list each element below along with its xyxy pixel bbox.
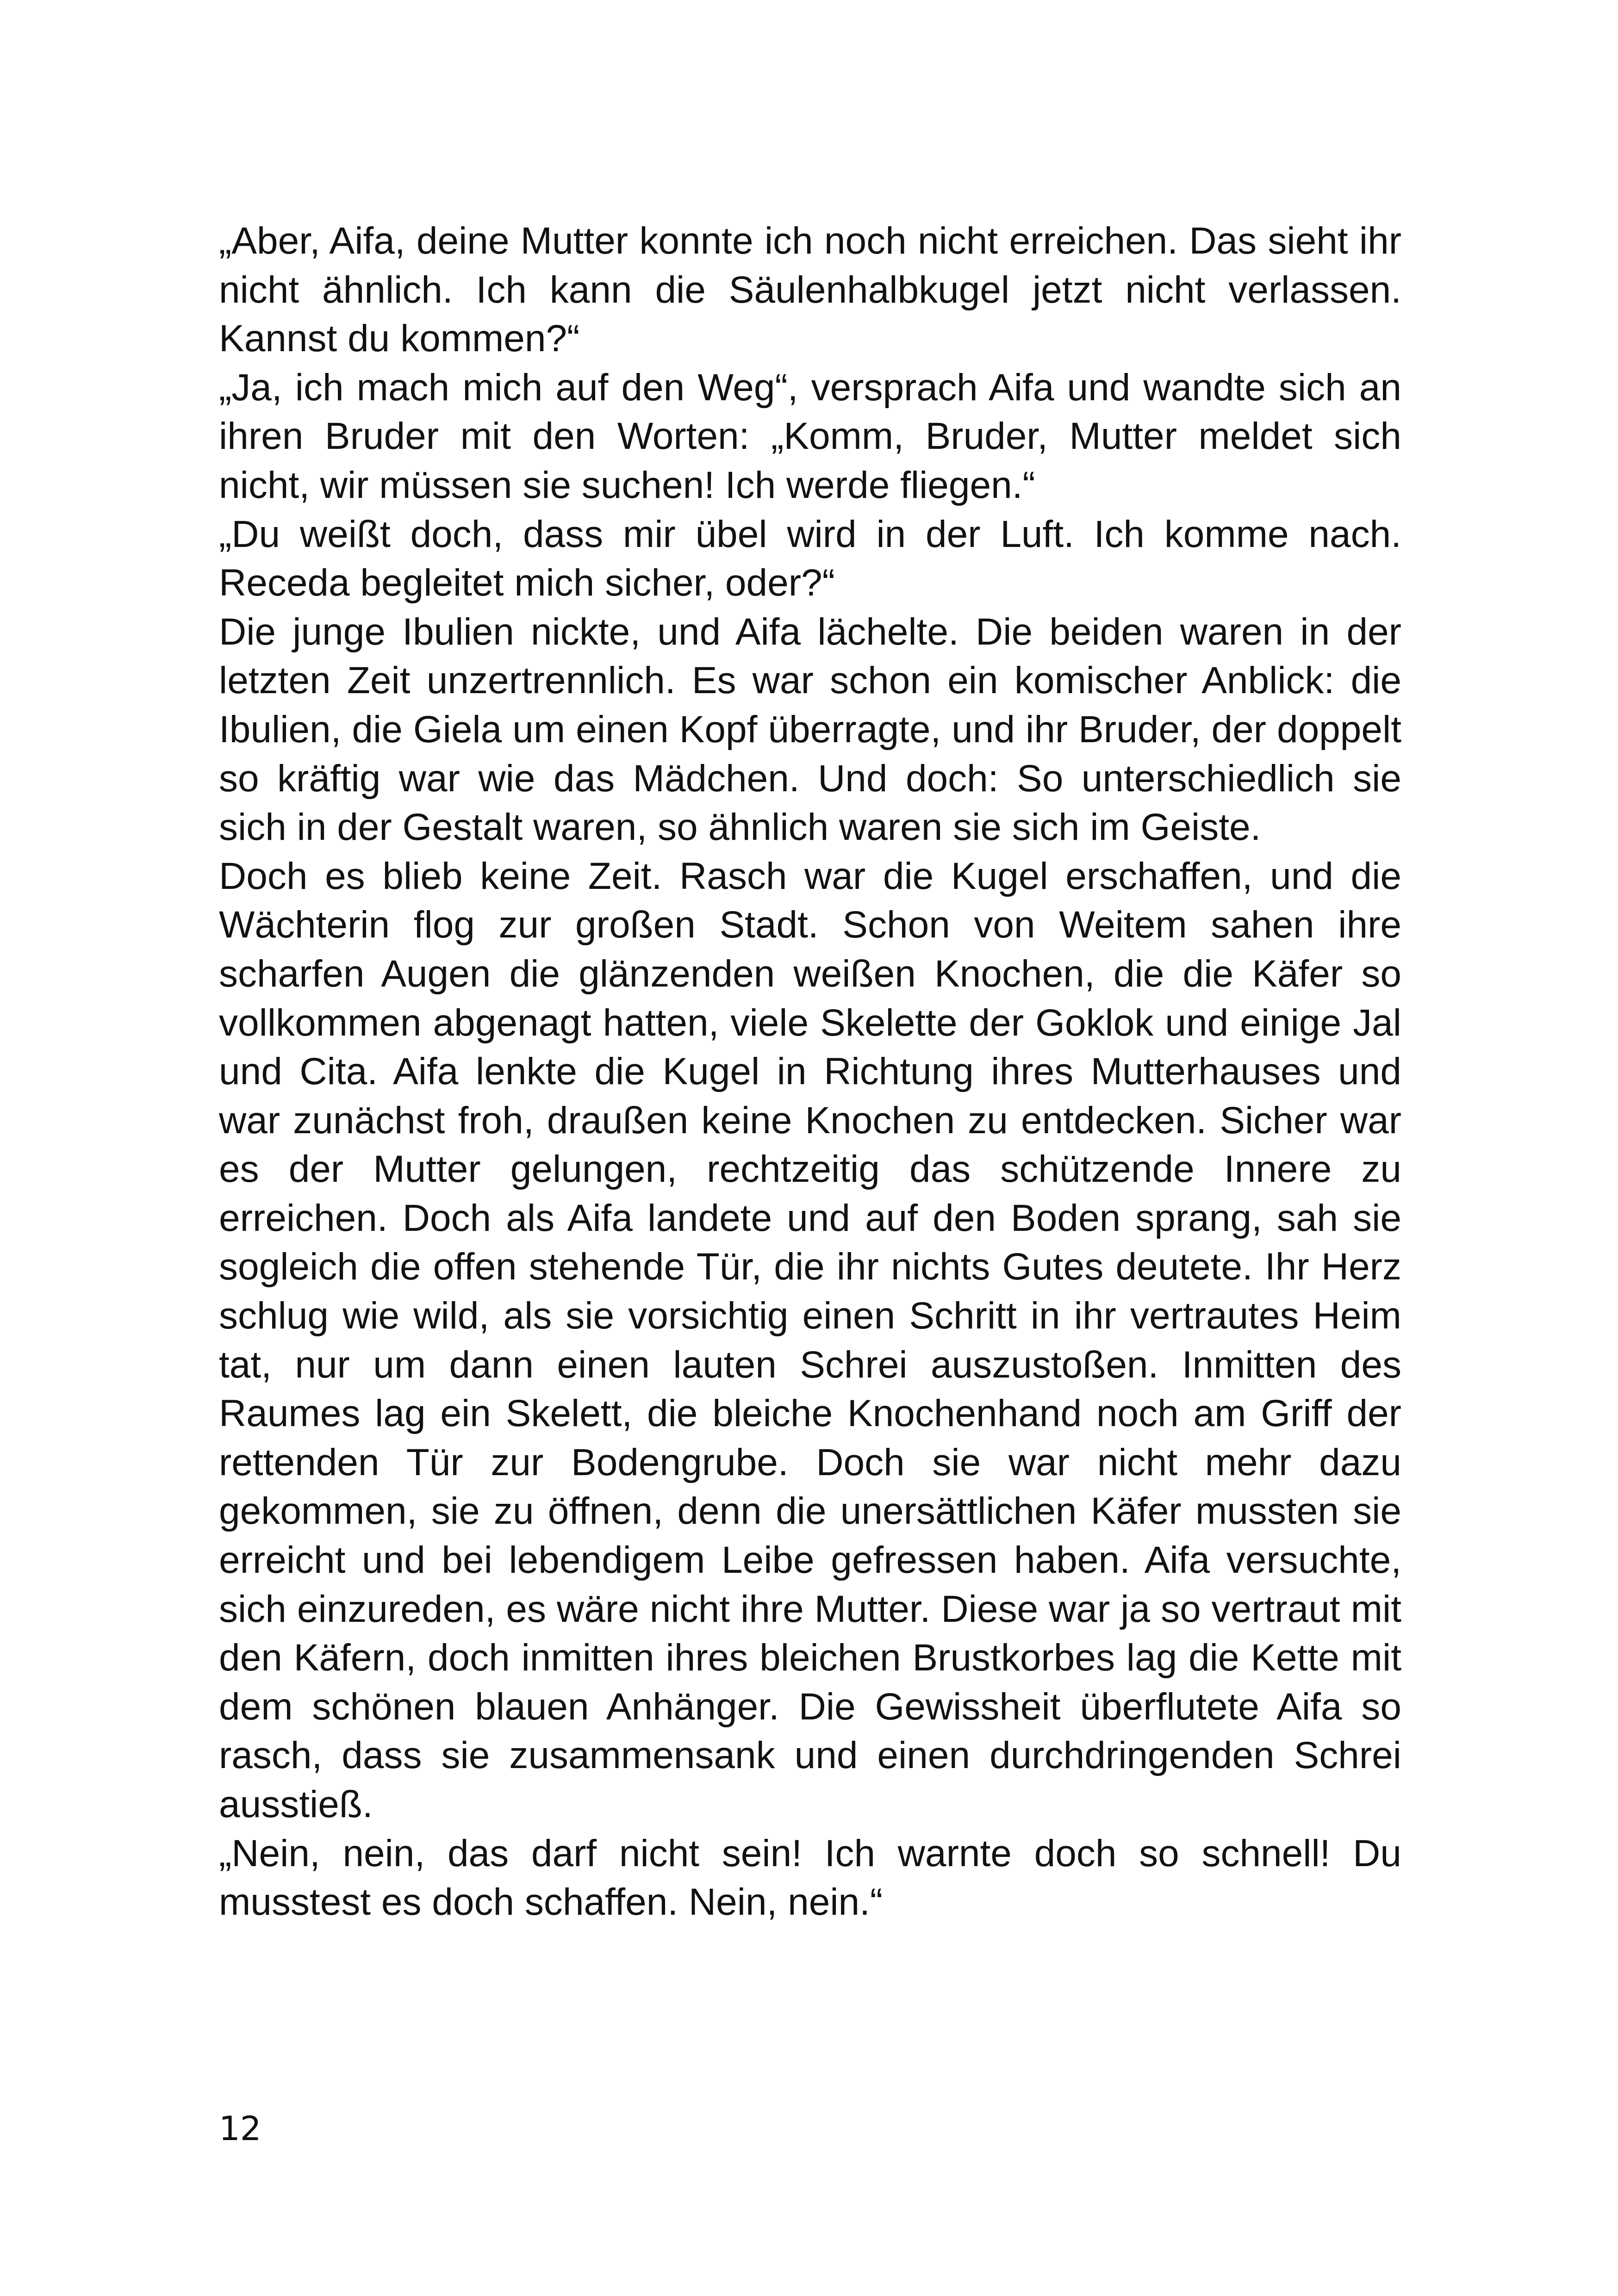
paragraph: „Du weißt doch, dass mir übel wird in der Luft. Ich komme nach. Receda begleitet mich sicher, oder?“ xyxy=(219,513,1401,604)
paragraph: Die junge Ibulien nickte, und Aifa lächelte. Die beiden waren in der letzten Zeit unzertrennlich. Es war schon ein komischer Anblick: die Ibulien, die Giela um einen Kopf überragte, und ihr Bruder, der doppelt so kräftig war wie das Mädchen. Und doch: So unterschiedlich sie sich in der Gestalt waren, so ähnlich waren sie sich im Geiste. xyxy=(219,610,1401,849)
paragraph: „Nein, nein, das darf nicht sein! Ich warnte doch so schnell! Du musstest es doch schaffen. Nein, nein.“ xyxy=(219,1832,1401,1924)
paragraph: „Ja, ich mach mich auf den Weg“, versprach Aifa und wandte sich an ihren Bruder mit den Worten: „Komm, Bruder, Mutter meldet sich nicht, wir müssen sie suchen! Ich werde fliegen.“ xyxy=(219,366,1401,506)
paragraph: Doch es blieb keine Zeit. Rasch war die Kugel erschaffen, und die Wächterin flog zur großen Stadt. Schon von Weitem sahen ihre scharfen Augen die glänzenden weißen Knochen, die die Käfer so vollkommen abgenagt hatten, viele Skelette der Goklok und einige Jal und Cita. Aifa lenkte die Kugel in Richtung ihres Mutterhauses und war zunächst froh, draußen keine Knochen zu entdecken. Sicher war es der Mutter gelungen, rechtzeitig das schützende Innere zu erreichen. Doch als Aifa landete und auf den Boden sprang, sah sie sogleich die offen stehende Tür, die ihr nichts Gutes deutete. Ihr Herz schlug wie wild, als sie vorsichtig einen Schritt in ihr vertrautes Heim tat, nur um dann einen lauten Schrei auszustoßen. Inmitten des Raumes lag ein Skelett, die bleiche Knochenhand noch am Griff der rettenden Tür zur Bodengrube. Doch sie war nicht mehr dazu gekommen, sie zu öffnen, denn die unersättlichen Käfer mussten sie erreicht und bei lebendigem Leibe gefressen haben. Aifa versuchte, sich einzureden, es wäre nicht ihre Mutter. Diese war ja so vertraut mit den Käfern, doch inmitten ihres bleichen Brustkorbes lag die Kette mit dem schönen blauen Anhänger. Die Gewissheit überflutete Aifa so rasch, dass sie zusammensank und einen durchdringenden Schrei ausstieß. xyxy=(219,855,1401,1825)
body-text xyxy=(219,217,1401,1927)
paragraph: „Aber, Aifa, deine Mutter konnte ich noch nicht erreichen. Das sieht ihr nicht ähnlich. Ich kann die Säulenhalbkugel jetzt nicht verlassen. Kannst du kommen?“ xyxy=(219,220,1401,360)
page-number: 12 xyxy=(219,2109,261,2148)
